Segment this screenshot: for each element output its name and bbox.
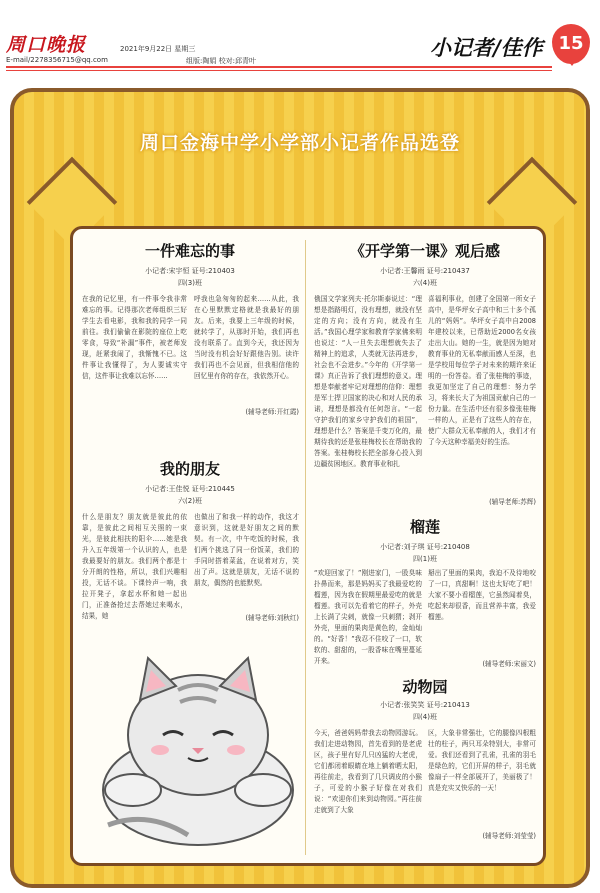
article-column: 在我的记忆里，有一件事令我非常难忘的事。记得那次老师组织三好学生去看电影，我和我的同学一同前往。我们偷偷在影院的座位上吃零食，导致“补漏”事件，被老师发现，赶紧我闹了，我惭愧不已。这件事让我懂得了，为人要诚实守信，这件事让我难以忘怀…… [82, 295, 187, 380]
article-title: 《开学第一课》观后感 [349, 242, 500, 260]
article-column: 什么是朋友？朋友就是彼此的依靠，是彼此之间相互关照的一束光，是彼此相扶的阳伞……她是我升入五年级第一个认识的人，也是我最要好的朋友。我们两个都是十分开朗的性格，所以，我们兴趣相投，无话不谈。下课铃声一响，我拉开凳子，拿起水杯和她一起出门，正准备抢过去帮她过来喝水，结果，她 [82, 513, 187, 620]
article-column: 俄国文学家列夫·托尔斯泰说过：“理想是指路明灯，没有理想，就没有坚定的方向；没有方向，就没有生活。”我国心理学家和教育学家佛来明也说过：“人一旦失去理想就失去了精神上的追求，人类就无法再进步，社会也不会进步。”今年的《开学第一课》真正告诉了我们理想的意义。理想是奉献者牢记对理想的信仰：理想是军士捍卫国家的决心和对人民的承诺，理想是都没有任何怨言。“一起守护我们的家乡守护我们的祖国”，理想是什么？答案是千变万化的，最期待我的还是张桂梅校长在帮助我的答案。张桂梅校长把全部身心投入到边疆贫困地区。教育事业和扎 [314, 295, 422, 468]
cartoon-cat-illustration [88, 640, 308, 855]
article-column: 今天，爸爸妈妈带我去动物园游玩。我们走进动物园，首先看到的是老虎区，孩子里有好几只凶猛的大老虎，它们都闭着眼睛在地上躺着晒太阳，再往前走，我看到了几只调皮的小猴子，可爱的小猴子好像在对我们说：“欢迎你们来到动物园。”再往前走就到了大象 [314, 729, 422, 814]
article-byline: 小记者:刘子琪 证号:210408 [380, 543, 470, 551]
article-column: 呼我也急匆匆的起来……从此，我在心里默默定格就是我最好的朋友。后来，我要上三年级的时候，就转学了，从那时开始，我们再也没有联系了。直到今天，我还因为当时没有机会好好跟他告别。读许我们再也不会见面，但我相信他的回忆里有你的存在，我依然开心。 [194, 295, 299, 380]
article-teacher: (辅导老师:刘莹莹) [482, 832, 536, 840]
article-column: 喜福利事业，创建了全国第一所女子高中，是华坪女子高中和三十多个孤儿的“妈妈”。华坪女子高中自2008年建校以来，已帮助近2000名女孩走出大山。她的一生，就是因为她对教育事业的无私奉献而感人至深，也是学校用每位学子对未来的期许来证明的一份答卷。看了张桂梅的事迹，我更加坚定了自己的理想：努力学习，将来长大了为祖国贡献自己的一份力量。在生活中还有很多像张桂梅一样的人，正是有了这些人的存在，使广大群众无私奉献的人，我们才有了今天这种幸福美好的生活。 [428, 295, 536, 446]
header-rule [6, 66, 552, 68]
section-title: 小记者/佳作 [430, 35, 543, 60]
article-teacher: (辅导老师:开红霞) [245, 408, 299, 416]
article-class: 四(1)班 [413, 555, 437, 563]
article-title: 我的朋友 [159, 460, 220, 478]
article-byline: 小记者:张笑笑 证号:210413 [380, 701, 470, 709]
article-title: 榴莲 [409, 518, 440, 536]
header-rule-thin [6, 70, 552, 71]
email-address: E-mail/2278356715@qq.com [6, 56, 108, 64]
article-class: 六(2)班 [178, 497, 202, 505]
issue-date: 2021年9月22日 星期三 [120, 45, 196, 53]
page-banner: 周口金海中学小学部小记者作品选登 [139, 132, 460, 154]
article-column: 区，大象非常强壮，它的腿像四根粗壮的柱子，两只耳朵特别大，非常可爱。我们还看到了孔雀，孔雀的羽毛是绿色的，它们开屏的样子，羽毛就像扇子一样全部展开了，美丽极了！真是充实又快乐的一天！ [428, 729, 536, 792]
article-class: 四(3)班 [178, 279, 202, 287]
article-byline: 小记者:宋宇恒 证号:210403 [145, 267, 235, 275]
newspaper-logo: 周口晚报 [6, 34, 87, 56]
article-column: 掰出了里面的果肉，我迫不及待地咬了一口，真甜啊！这也太好吃了吧！大家不要小看榴莲，它虽然闻着臭，吃起来却很香，而且营养丰富，我爱榴莲。 [428, 569, 536, 621]
article-byline: 小记者:王馨雨 证号:210437 [380, 267, 470, 275]
article-byline: 小记者:王佳悦 证号:210445 [145, 485, 235, 493]
article-teacher: (辅导老师:刘秋红) [245, 614, 299, 622]
article-class: 六(4)班 [413, 279, 437, 287]
page-number-badge: 15 [552, 24, 590, 64]
article-teacher: (辅导老师:宋丽文) [482, 660, 536, 668]
article-title: 一件难忘的事 [144, 242, 235, 260]
article-title: 动物园 [402, 678, 448, 696]
article-class: 四(4)班 [413, 713, 437, 721]
editor-credits: 组版:陶娟 校对:邱青叶 [186, 57, 256, 65]
article-column: “欢迎回家了！”刚进家门，一股臭味扑鼻而来，那是妈妈买了我最爱吃的榴莲，因为我在假期里最爱吃的就是榴莲。我可以先看着它的样子，外壳上长满了尖刺，就像一只刺猬；剥开外壳，里面的果肉是黄色的，金灿灿的。“好香！”我忍不住咬了一口，软软的、甜甜的，一股香味在嘴里蔓延开来。 [314, 569, 422, 665]
article-teacher: (辅导老师:苏辉) [489, 498, 536, 506]
article-column: 也做出了和我一样的动作，我这才意识到，这就是好朋友之间的默契。有一次，中午吃饭的时候，我们两个挑选了同一份饭菜，我们的手同时搭着菜盆，在说着对方，笑出了声。这就是朋友，无话不说的朋友，偶然的也能默契。 [194, 513, 299, 587]
